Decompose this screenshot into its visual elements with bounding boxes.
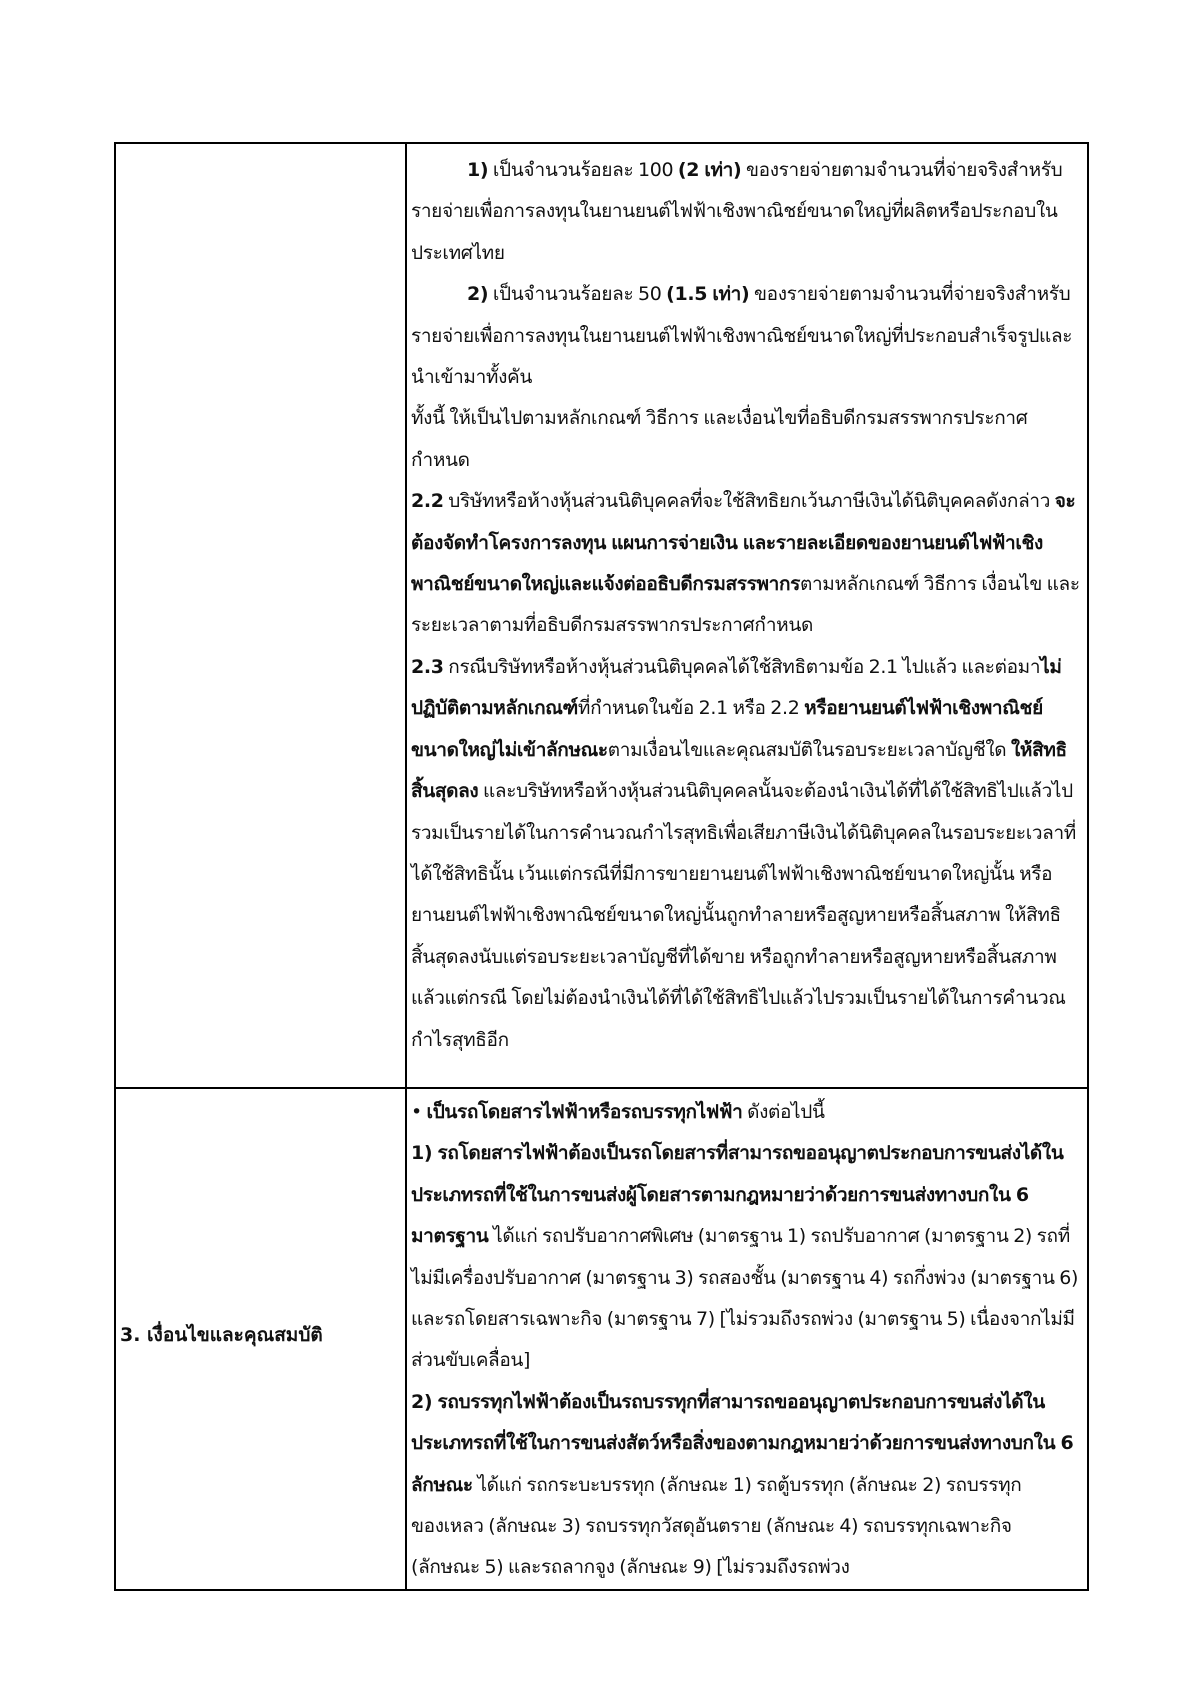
table-row: [115, 1088, 1088, 1590]
bold-text: ไม่ปฏิบัติตามหลักเกณฑ์: [411, 655, 1062, 720]
paragraph: [411, 398, 1081, 481]
bold-text: (2 เท่า): [677, 159, 742, 181]
paragraph: [411, 274, 1081, 398]
row2-left-cell: [115, 1088, 406, 1590]
text-run: ตามหลักเกณฑ์ วิธีการ เงื่อนไข และระยะเวลาตามที่อธิบดีกรมสรรพากรประกาศกำหนด: [411, 573, 1080, 637]
bold-text: 2): [467, 283, 489, 306]
paragraph: [411, 1133, 1081, 1381]
text-run: •: [411, 1101, 427, 1123]
paragraph: [411, 481, 1081, 647]
row1-left-cell: [115, 143, 406, 1088]
row2-right-cell: [406, 1088, 1088, 1590]
text-run: ได้แก่ รถกระบะบรรทุก (ลักษณะ 1) รถตู้บรรทุก (ลักษณะ 2) รถบรรทุกของเหลว (ลักษณะ 3) รถบรรทุกวัสดุอันตราย (ลักษณะ 4) รถบรรทุกเฉพาะกิจ (ลักษณะ 5) และรถลากจูง (ลักษณะ 9) [ไม่รวมถึงรถพ่วง: [411, 1473, 1022, 1579]
text-run: ทั้งนี้ ให้เป็นไปตามหลักเกณฑ์ วิธีการ และเงื่อนไขที่อธิบดีกรมสรรพากรประกาศกำหนด: [411, 407, 1028, 471]
bold-text: 2) รถบรรทุกไฟฟ้าต้องเป็นรถบรรทุกที่สามารถขออนุญาตประกอบการขนส่งได้ในประเภทรถที่ใช้ในการขนส่งสัตว์หรือสิ่งของตามกฎหมายว่าด้วยการขนส่งทางบกใน 6 ลักษณะ: [411, 1390, 1074, 1496]
table-row: [115, 143, 1088, 1088]
bold-text: 2.2: [411, 490, 444, 513]
text-run: เป็นจำนวนร้อยละ 50: [488, 283, 667, 306]
text-run: ของรายจ่ายตามจำนวนที่จ่ายจริงสำหรับรายจ่ายเพื่อการลงทุนในยานยนต์ไฟฟ้าเชิงพาณิชย์ขนาดใหญ่ที่ประกอบสำเร็จรูปและนำเข้ามาทั้งคัน: [411, 283, 1073, 389]
bold-text: 1): [467, 159, 489, 181]
bold-text: ให้สิทธิสิ้นสุดลง: [411, 738, 1067, 803]
text-run: กรณีบริษัทหรือห้างหุ้นส่วนนิติบุคคลได้ใช้สิทธิตามข้อ 2.1 ไปแล้ว และต่อมา: [443, 655, 1041, 678]
bold-text: หรือยานยนต์ไฟฟ้าเชิงพาณิชย์ขนาดใหญ่ไม่เข้าลักษณะ: [411, 697, 1043, 761]
text-run: บริษัทหรือห้างหุ้นส่วนนิติบุคคลที่จะใช้สิทธิยกเว้นภาษีเงินได้นิติบุคคลดังกล่าว: [443, 490, 1055, 513]
bold-text: 2.3: [411, 655, 444, 678]
text-run: ได้แก่ รถปรับอากาศพิเศษ (มาตรฐาน 1) รถปรับอากาศ (มาตรฐาน 2) รถที่ไม่มีเครื่องปรับอากาศ (มาตรฐาน 3) รถสองชั้น (มาตรฐาน 4) รถกึ่งพ่วง (มาตรฐาน 6) และรถโดยสารเฉพาะกิจ (มาตรฐาน 7) [ไม่รวมถึงรถพ่วง (มาตรฐาน 5) เนื่องจากไม่มีส่วนขับเคลื่อน]: [411, 1225, 1079, 1372]
paragraph: [411, 1092, 1081, 1133]
paragraph: [411, 1382, 1081, 1589]
text-run: ของรายจ่ายตามจำนวนที่จ่ายจริงสำหรับรายจ่ายเพื่อการลงทุนในยานยนต์ไฟฟ้าเชิงพาณิชย์ขนาดใหญ่ที่ผลิตหรือประกอบในประเทศไทย: [411, 159, 1063, 264]
section-label: 3. เงื่อนไขและคุณสมบัติ: [120, 1323, 323, 1346]
text-run: เป็นจำนวนร้อยละ 100: [488, 159, 678, 181]
bold-text: 1) รถโดยสารไฟฟ้าต้องเป็นรถโดยสารที่สามารถขออนุญาตประกอบการขนส่งได้ในประเภทรถที่ใช้ในการขนส่งผู้โดยสารตามกฎหมายว่าด้วยการขนส่งทางบกใน 6 มาตรฐาน: [411, 1142, 1064, 1248]
text-run: ดังต่อไปนี้: [742, 1101, 825, 1123]
paragraph: [411, 647, 1081, 1061]
text-run: ที่กำหนดในข้อ 2.1 หรือ 2.2: [577, 697, 805, 720]
bold-text: จะต้องจัดทำโครงการลงทุน แผนการจ่ายเงิน และรายละเอียดของยานยนต์ไฟฟ้าเชิงพาณิชย์ขนาดใหญ่และแจ้งต่ออธิบดีกรมสรรพากร: [411, 490, 1076, 596]
bold-text: (1.5 เท่า): [666, 283, 750, 306]
row1-right-cell: [406, 143, 1088, 1088]
text-run: ตามเงื่อนไขและคุณสมบัติในรอบระยะเวลาบัญชีใด: [607, 738, 1011, 761]
document-table: [114, 142, 1089, 1591]
bold-text: เป็นรถโดยสารไฟฟ้าหรือรถบรรทุกไฟฟ้า: [426, 1101, 743, 1123]
paragraph: [411, 150, 1081, 274]
text-run: และบริษัทหรือห้างหุ้นส่วนนิติบุคคลนั้นจะต้องนำเงินได้ที่ได้ใช้สิทธิไปแล้วไปรวมเป็นรายได้ในการคำนวณกำไรสุทธิเพื่อเสียภาษีเงินได้นิติบุคคลในรอบระยะเวลาที่ได้ใช้สิทธินั้น เว้นแต่กรณีที่มีการขายยานยนต์ไฟฟ้าเชิงพาณิชย์ขนาดใหญ่นั้น หรือยานยนต์ไฟฟ้าเชิงพาณิชย์ขนาดใหญ่นั้นถูกทำลายหรือสูญหายหรือสิ้นสภาพ ให้สิทธิสิ้นสุดลงนับแต่รอบระยะเวลาบัญชีที่ได้ขาย หรือถูกทำลายหรือสูญหายหรือสิ้นสภาพ แล้วแต่กรณี โดยไม่ต้องนำเงินได้ที่ได้ใช้สิทธิไปแล้วไปรวมเป็นรายได้ในการคำนวณกำไรสุทธิอีก: [411, 780, 1076, 1051]
